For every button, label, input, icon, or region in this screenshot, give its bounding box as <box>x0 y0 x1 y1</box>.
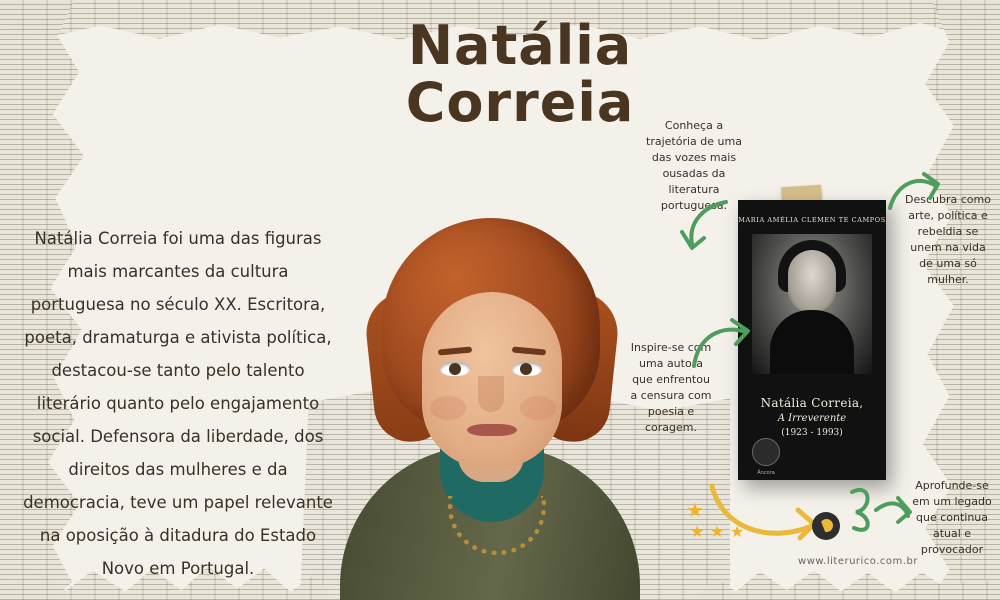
book-title-block <box>738 396 886 438</box>
book-cover[interactable] <box>738 200 886 480</box>
book-dates: (1923 - 1993) <box>781 428 843 438</box>
portrait-pupil-left <box>449 363 461 375</box>
portrait-cheek-right <box>520 396 556 420</box>
site-url[interactable]: www.literurico.com.br <box>798 556 918 567</box>
book-subtitle: A Irreverente <box>777 413 847 424</box>
portrait-mouth <box>467 424 517 436</box>
publisher-name: Âncora <box>757 470 775 476</box>
arrow-green-down-right <box>884 168 944 220</box>
book-cover-photo <box>752 234 872 374</box>
book-photo-body <box>770 310 854 374</box>
title-line-1: Natália <box>407 14 633 77</box>
callout-legacy: Aprofunde-se em um legado que continua atual e provocador <box>912 479 992 556</box>
arrow-green-right-up <box>690 318 754 372</box>
portrait-illustration <box>330 196 650 600</box>
arrow-green-down-left <box>676 196 740 266</box>
portrait-pupil-right <box>520 363 532 375</box>
arrow-yellow-curve <box>708 480 818 550</box>
arrow-green-squiggle <box>846 482 916 538</box>
site-logo-icon <box>812 512 840 540</box>
book-photo-face <box>788 250 836 312</box>
page-title <box>330 14 710 134</box>
callout-art-politics: Descubra como arte, política e rebeldia se unem na vida de uma só mulher. <box>905 193 991 286</box>
star-icon-large: ★ <box>686 498 704 522</box>
title-line-2: Correia <box>405 70 635 134</box>
star-icon-2: ★ <box>710 522 725 541</box>
star-icon-1: ★ <box>690 522 705 541</box>
book-author-line: MARIA AMÉLIA CLEMEN TE CAMPOS <box>738 216 886 224</box>
book-title: Natália Correia, <box>760 396 864 410</box>
portrait-cheek-left <box>430 396 466 420</box>
callout-inspiration: Inspire-se com uma autora que enfrentou a censura com poesia e coragem. <box>630 341 712 434</box>
biography-text: Natália Correia foi uma das figuras mais marcantes da cultura portuguesa no século XX. Escritora, poeta, dramaturga e ativista política, destacou-se tanto pelo talento literário quanto pelo engajamento social. Defensora da liberdade, dos direitos das mulheres e da democracia, teve um papel relevante na oposição à ditadura do Estado Novo em Portugal. <box>23 229 333 578</box>
star-icon-3: ★ <box>730 522 745 541</box>
callout-trajectory: Conheça a trajetória de uma das vozes mais ousadas da literatura portuguesa. <box>646 119 742 212</box>
portrait-nose <box>478 376 504 412</box>
publisher-logo-icon <box>752 438 780 466</box>
